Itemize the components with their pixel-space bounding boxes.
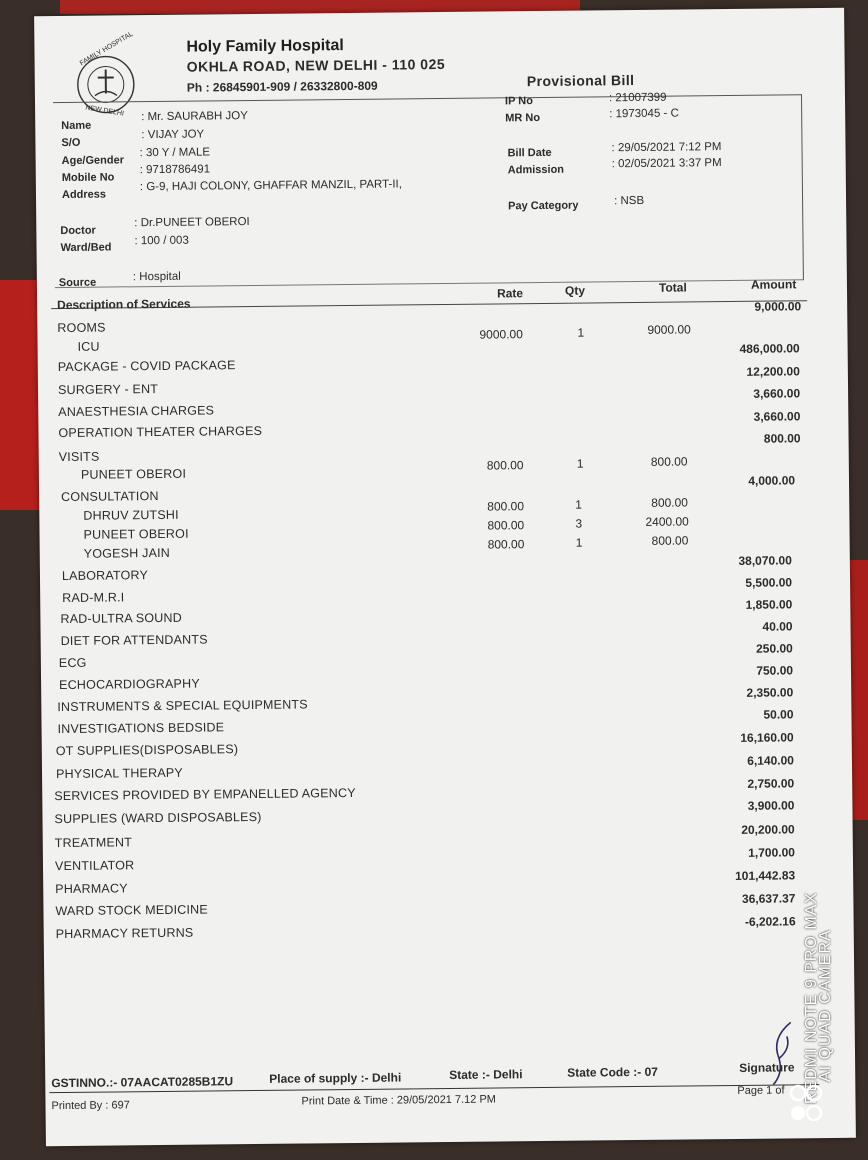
doctor-label: Doctor	[60, 224, 96, 238]
row-label: VISITS	[58, 449, 100, 465]
print-date-time: Print Date & Time : 29/05/2021 7.12 PM	[301, 1093, 496, 1108]
row-amount: 800.00	[763, 431, 801, 446]
row-amount: 40.00	[762, 619, 793, 634]
bill-date-value: : 29/05/2021 7:12 PM	[611, 141, 722, 155]
row-label: OPERATION THEATER CHARGES	[58, 423, 263, 441]
address-label: Address	[61, 188, 107, 201]
mr-value: : 1973045 - C	[609, 107, 679, 121]
row-label: LABORATORY	[61, 568, 149, 584]
col-header-amount: Amount	[750, 277, 797, 292]
state-code: State Code :- 07	[567, 1064, 658, 1080]
row-label: PACKAGE - COVID PACKAGE	[57, 358, 236, 375]
row-label: WARD STOCK MEDICINE	[55, 902, 208, 919]
row-sub-label: ICU	[77, 339, 100, 354]
row-amount: 9,000.00	[754, 299, 802, 314]
place-of-supply: Place of supply :- Delhi	[269, 1070, 402, 1086]
row-label: INSTRUMENTS & SPECIAL EQUIPMENTS	[57, 697, 308, 715]
age-label: Age/Gender	[61, 154, 125, 167]
row-amount: 38,070.00	[738, 553, 792, 568]
row-rate: 800.00	[487, 518, 525, 533]
row-sub-label: PUNEET OBEROI	[83, 526, 189, 542]
pay-category-label: Pay Category	[508, 199, 579, 213]
ward-label: Ward/Bed	[60, 241, 112, 255]
ward-value: : 100 / 003	[134, 234, 189, 248]
logo-text-bottom: NEW DELHI	[84, 104, 125, 118]
pay-category-value: : NSB	[614, 194, 645, 208]
state: State :- Delhi	[449, 1067, 523, 1082]
row-label: PHARMACY	[55, 881, 128, 897]
bill-date-label: Bill Date	[507, 146, 552, 160]
row-label: INVESTIGATIONS BEDSIDE	[57, 720, 225, 737]
row-label: ECG	[58, 655, 87, 671]
row-qty: 1	[575, 535, 583, 550]
row-amount: 2,350.00	[746, 685, 794, 700]
row-amount: 750.00	[756, 663, 794, 678]
row-rate: 800.00	[486, 458, 524, 473]
row-label: TREATMENT	[54, 835, 133, 851]
admission-label: Admission	[507, 163, 565, 177]
row-qty: 3	[575, 516, 583, 531]
row-amount: -6,202.16	[744, 914, 796, 929]
row-label: ANAESTHESIA CHARGES	[58, 403, 215, 420]
address-value: : G-9, HAJI COLONY, GHAFFAR MANZIL, PART-II,	[139, 178, 402, 194]
signature-label: Signature	[739, 1060, 795, 1075]
col-header-qty: Qty	[564, 283, 586, 298]
camera-logo-icon	[788, 1081, 824, 1125]
name-label: Name	[61, 119, 92, 132]
col-header-total: Total	[658, 280, 687, 295]
row-amount: 20,200.00	[741, 822, 795, 837]
camera-watermark	[780, 885, 860, 1155]
bill-paper	[34, 8, 856, 1146]
so-label: S/O	[61, 136, 81, 149]
row-amount: 3,660.00	[753, 386, 801, 401]
gstin: GSTINNO.:- 07AACAT0285B1ZU	[51, 1074, 234, 1091]
mr-label: MR No	[505, 111, 541, 125]
watermark-line2: AI QUAD CAMERA	[817, 929, 834, 1082]
col-header-description: Description of Services	[57, 296, 191, 313]
row-rate: 9000.00	[479, 327, 523, 342]
row-total: 2400.00	[645, 514, 689, 529]
row-total: 800.00	[650, 454, 688, 469]
admission-value: : 02/05/2021 3:37 PM	[611, 157, 722, 171]
row-label: DIET FOR ATTENDANTS	[60, 632, 208, 649]
hospital-name: Holy Family Hospital	[186, 37, 344, 56]
source-value: : Hospital	[132, 270, 181, 284]
col-header-rate: Rate	[496, 286, 524, 301]
watermark-line1: REDMI NOTE 9 PRO MAX	[803, 891, 820, 1104]
mobile-value: : 9718786491	[139, 163, 211, 177]
logo-text-top: FAMILY HOSPITAL	[78, 30, 135, 68]
row-amount: 16,160.00	[740, 730, 794, 745]
row-total: 800.00	[651, 533, 689, 548]
row-qty: 1	[575, 497, 583, 512]
hospital-phone: Ph : 26845901-909 / 26332800-809	[186, 78, 378, 95]
row-qty: 1	[576, 456, 584, 471]
row-amount: 1,850.00	[745, 597, 793, 612]
page-number: Page 1 of	[737, 1084, 785, 1097]
row-label: RAD-M.R.I	[62, 590, 125, 606]
row-rate: 800.00	[487, 537, 525, 552]
row-label: SERVICES PROVIDED BY EMPANELLED AGENCY	[54, 785, 356, 804]
bill-title: Provisional Bill	[526, 71, 635, 90]
doctor-value: : Dr.PUNEET OBEROI	[134, 216, 250, 230]
row-amount: 250.00	[755, 641, 793, 656]
row-sub-label: YOGESH JAIN	[83, 545, 171, 561]
row-total: 800.00	[651, 495, 689, 510]
age-value: : 30 Y / MALE	[139, 146, 211, 160]
row-amount: 4,000.00	[748, 473, 796, 488]
row-total: 9000.00	[647, 322, 691, 337]
row-amount: 486,000.00	[739, 341, 800, 356]
row-amount: 6,140.00	[747, 753, 795, 768]
row-amount: 3,900.00	[747, 798, 795, 813]
row-rate: 800.00	[487, 499, 525, 514]
row-qty: 1	[577, 325, 585, 340]
row-amount: 1,700.00	[748, 845, 795, 860]
row-label: SUPPLIES (WARD DISPOSABLES)	[54, 809, 262, 827]
row-sub-label: PUNEET OBEROI	[80, 466, 187, 482]
ip-label: IP No	[504, 95, 534, 108]
mobile-label: Mobile No	[61, 171, 115, 184]
row-label: PHYSICAL THERAPY	[55, 765, 183, 782]
row-amount: 5,500.00	[745, 575, 793, 590]
row-label: RAD-ULTRA SOUND	[60, 610, 183, 627]
row-amount: 50.00	[763, 707, 794, 722]
row-label: ECHOCARDIOGRAPHY	[59, 676, 200, 693]
row-amount: 12,200.00	[746, 364, 800, 379]
source-label: Source	[58, 276, 97, 290]
name-value: : Mr. SAURABH JOY	[141, 110, 248, 124]
row-amount: 36,637.37	[741, 891, 796, 906]
row-label: SURGERY - ENT	[57, 381, 159, 398]
row-label: CONSULTATION	[61, 488, 159, 505]
hospital-address: OKHLA ROAD, NEW DELHI - 110 025	[186, 55, 446, 75]
so-value: : VIJAY JOY	[141, 128, 205, 142]
row-label: VENTILATOR	[54, 858, 135, 874]
ip-value: : 21007399	[608, 91, 667, 105]
printed-by: Printed By : 697	[51, 1099, 130, 1113]
row-label: PHARMACY RETURNS	[55, 925, 194, 942]
row-label: OT SUPPLIES(DISPOSABLES)	[55, 742, 239, 759]
row-amount: 3,660.00	[753, 409, 801, 424]
row-amount: 2,750.00	[747, 776, 795, 791]
row-sub-label: DHRUV ZUTSHI	[83, 507, 179, 523]
row-label: ROOMS	[57, 320, 106, 336]
row-amount: 101,442.83	[735, 868, 796, 883]
